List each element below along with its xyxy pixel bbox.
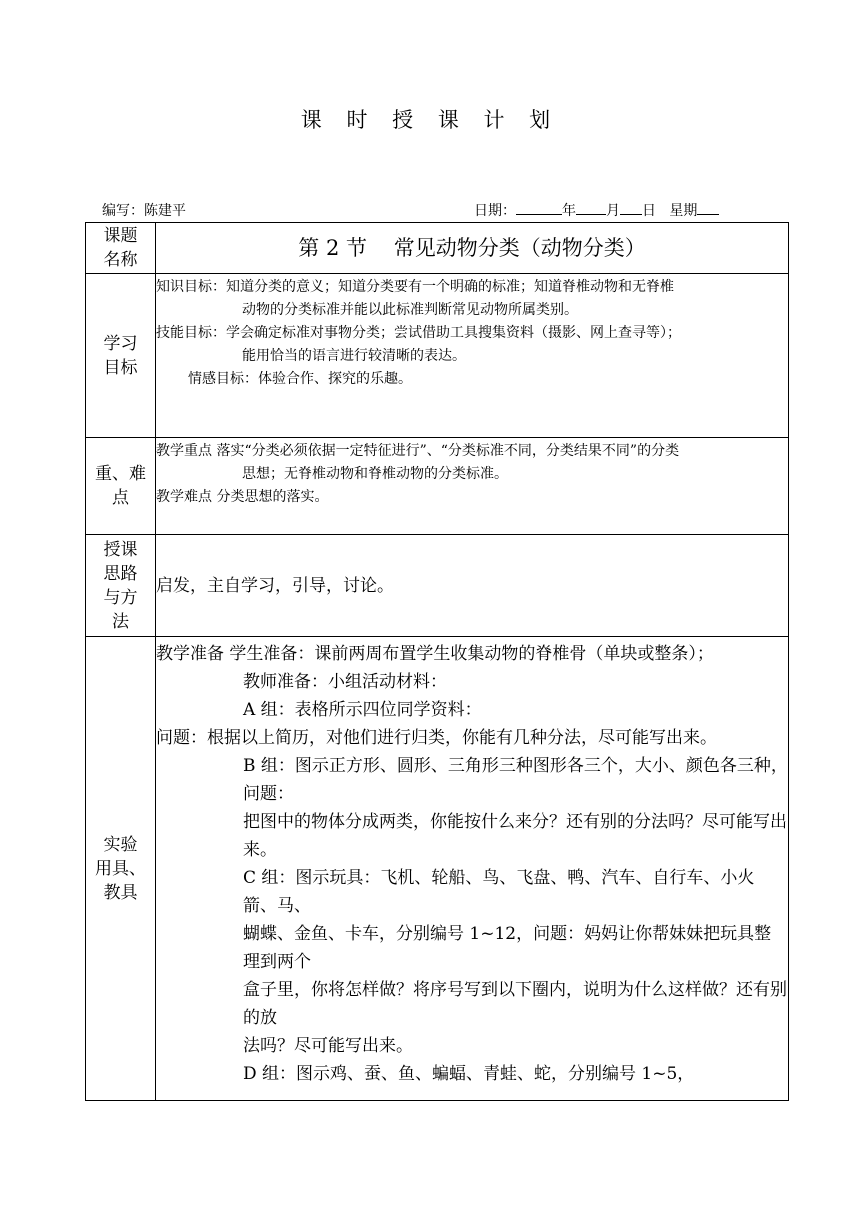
row-goals (86, 274, 789, 438)
group-a-question: 问题：根据以上简历，对他们进行归类，你能有几种分法，尽可能写出来。 (156, 728, 717, 748)
label-line: 重、难 (95, 464, 146, 484)
difficult-point: 教学难点 分类思想的落实。 (156, 489, 329, 505)
author-label: 编写：陈建平 (102, 203, 186, 219)
topic-text: 第 2 节 常见动物分类（动物分类） (298, 236, 646, 260)
label-line: 名称 (103, 250, 138, 270)
label-line: 点 (112, 488, 129, 508)
group-d: D 组：图示鸡、蚕、鱼、蝙蝠、青蛙、蛇，分别编号 1~5， (243, 1064, 695, 1084)
materials-cell (156, 637, 789, 1101)
goal-knowledge: 知识目标：知道分类的意义；知道分类要有一个明确的标准；知道脊椎动物和无脊椎 (156, 279, 674, 295)
label-materials (86, 637, 156, 1101)
label-method (86, 535, 156, 637)
group-c-question: 盒子里，你将怎样做？将序号写到以下圈内，说明为什么这样做？还有别的放 (243, 980, 787, 1028)
group-b-question: 把图中的物体分成两类，你能按什么来分？还有别的分法吗？尽可能写出来。 (243, 812, 787, 860)
group-a: A 组：表格所示四位同学资料： (243, 700, 482, 720)
key-point: 教学重点 落实“分类必须依据一定特征进行”、“分类标准不同，分类结果不同”的分类 (156, 443, 680, 459)
method-cell (156, 535, 789, 637)
weekday-label: 星期 (669, 203, 698, 219)
label-line: 实验 (103, 834, 138, 855)
goals-cell (156, 274, 789, 438)
label-line: 课题 (103, 226, 138, 246)
prep-students: 教学准备 学生准备：课前两周布置学生收集动物的脊椎骨（单块或整条）； (156, 644, 714, 664)
goal-emotion: 情感目标：体验合作、探究的乐趣。 (188, 371, 412, 387)
label-key-points (86, 438, 156, 535)
row-materials (86, 637, 789, 1101)
label-line: 用具、 (95, 858, 146, 879)
label-line: 目标 (103, 357, 138, 378)
row-topic (86, 223, 789, 274)
label-line: 授课 (103, 539, 138, 560)
year-label: 年 (562, 203, 576, 219)
lesson-plan-table (85, 222, 789, 1101)
group-c-question-cont: 法吗？尽可能写出来。 (243, 1036, 413, 1056)
group-c-cont: 蝴蝶、金鱼、卡车，分别编号 1~12，问题：妈妈让你帮妹妹把玩具整理到两个 (243, 924, 772, 972)
goal-knowledge-cont: 动物的分类标准并能以此标准判断常见动物所属类别。 (242, 302, 578, 318)
group-b: B 组：图示正方形、圆形、三角形三种图形各三个，大小、颜色各三种，问题： (243, 756, 788, 804)
label-topic (86, 223, 156, 274)
month-label: 月 (606, 203, 620, 219)
row-method (86, 535, 789, 637)
label-line: 法 (112, 611, 129, 632)
goal-skill: 技能目标：学会确定标准对事物分类；尝试借助工具搜集资料（摄影、网上查寻等）； (156, 325, 681, 341)
weekday-blank (697, 200, 719, 215)
topic-cell (156, 223, 789, 274)
date-fields (474, 200, 719, 220)
key-points-cell (156, 438, 789, 535)
page-title: 课 时 授 课 计 划 (300, 108, 560, 132)
goal-skill-cont: 能用恰当的语言进行较清晰的表达。 (242, 348, 466, 364)
label-goals (86, 274, 156, 438)
prep-teacher: 教师准备：小组活动材料： (243, 672, 447, 692)
label-line: 教具 (103, 882, 138, 903)
method-text: 启发，主自学习，引导，讨论。 (156, 575, 394, 596)
day-label: 日 (642, 203, 656, 219)
key-point-cont: 思想；无脊椎动物和脊椎动物的分类标准。 (242, 466, 508, 482)
group-c: C 组：图示玩具：飞机、轮船、鸟、飞盘、鸭、汽车、自行车、小火箭、马、 (243, 868, 755, 916)
label-line: 思路 (103, 563, 138, 584)
date-label: 日期： (474, 203, 516, 219)
month-blank (576, 200, 606, 215)
label-line: 学习 (103, 333, 138, 354)
row-key-points (86, 438, 789, 535)
day-blank (620, 200, 642, 215)
year-blank (516, 200, 562, 215)
label-line: 与方 (103, 587, 138, 608)
